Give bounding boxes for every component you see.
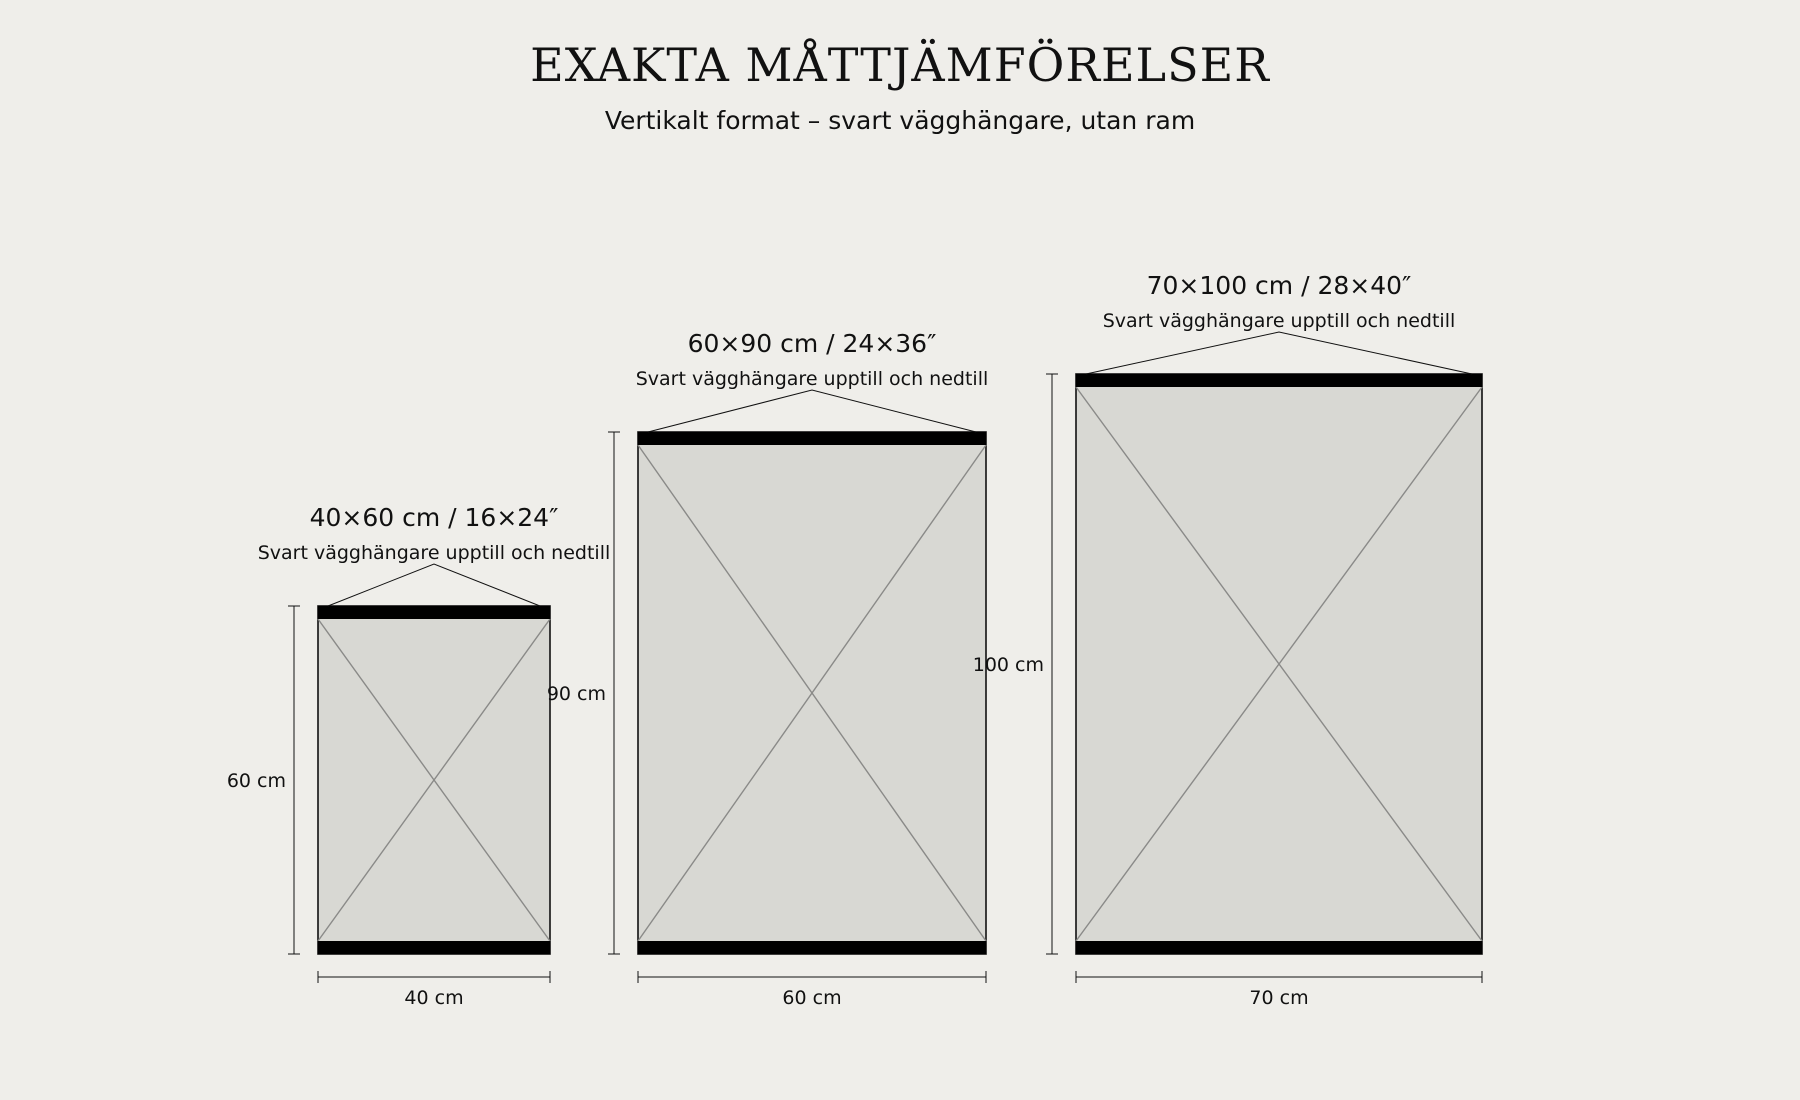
width-label: 60 cm: [782, 987, 842, 1009]
poster-description: Svart vägghängare upptill och nedtill: [635, 368, 989, 390]
poster-size-label: 70×100 cm / 28×40″: [1146, 271, 1412, 300]
height-label: 60 cm: [226, 770, 286, 792]
hanger-bar-top: [1076, 374, 1482, 387]
page-subtitle: Vertikalt format – svart vägghängare, utan ram: [604, 106, 1196, 135]
hanger-bar-bottom: [1076, 941, 1482, 954]
page-title: EXAKTA MÅTTJÄMFÖRELSER: [530, 38, 1270, 92]
poster-description: Svart vägghängare upptill och nedtill: [257, 542, 611, 564]
poster-size-label: 60×90 cm / 24×36″: [687, 329, 937, 358]
hanging-string: [648, 390, 976, 432]
hanger-bar-top: [318, 606, 550, 619]
hanger-bar-bottom: [318, 941, 550, 954]
height-label: 100 cm: [972, 654, 1044, 676]
width-label: 70 cm: [1249, 987, 1309, 1009]
hanger-bar-top: [638, 432, 986, 445]
width-label: 40 cm: [404, 987, 464, 1009]
hanging-string: [328, 564, 540, 606]
poster-size-label: 40×60 cm / 16×24″: [309, 503, 559, 532]
hanging-string: [1086, 332, 1472, 374]
height-label: 90 cm: [546, 683, 606, 705]
poster-description: Svart vägghängare upptill och nedtill: [1102, 310, 1456, 332]
hanger-bar-bottom: [638, 941, 986, 954]
